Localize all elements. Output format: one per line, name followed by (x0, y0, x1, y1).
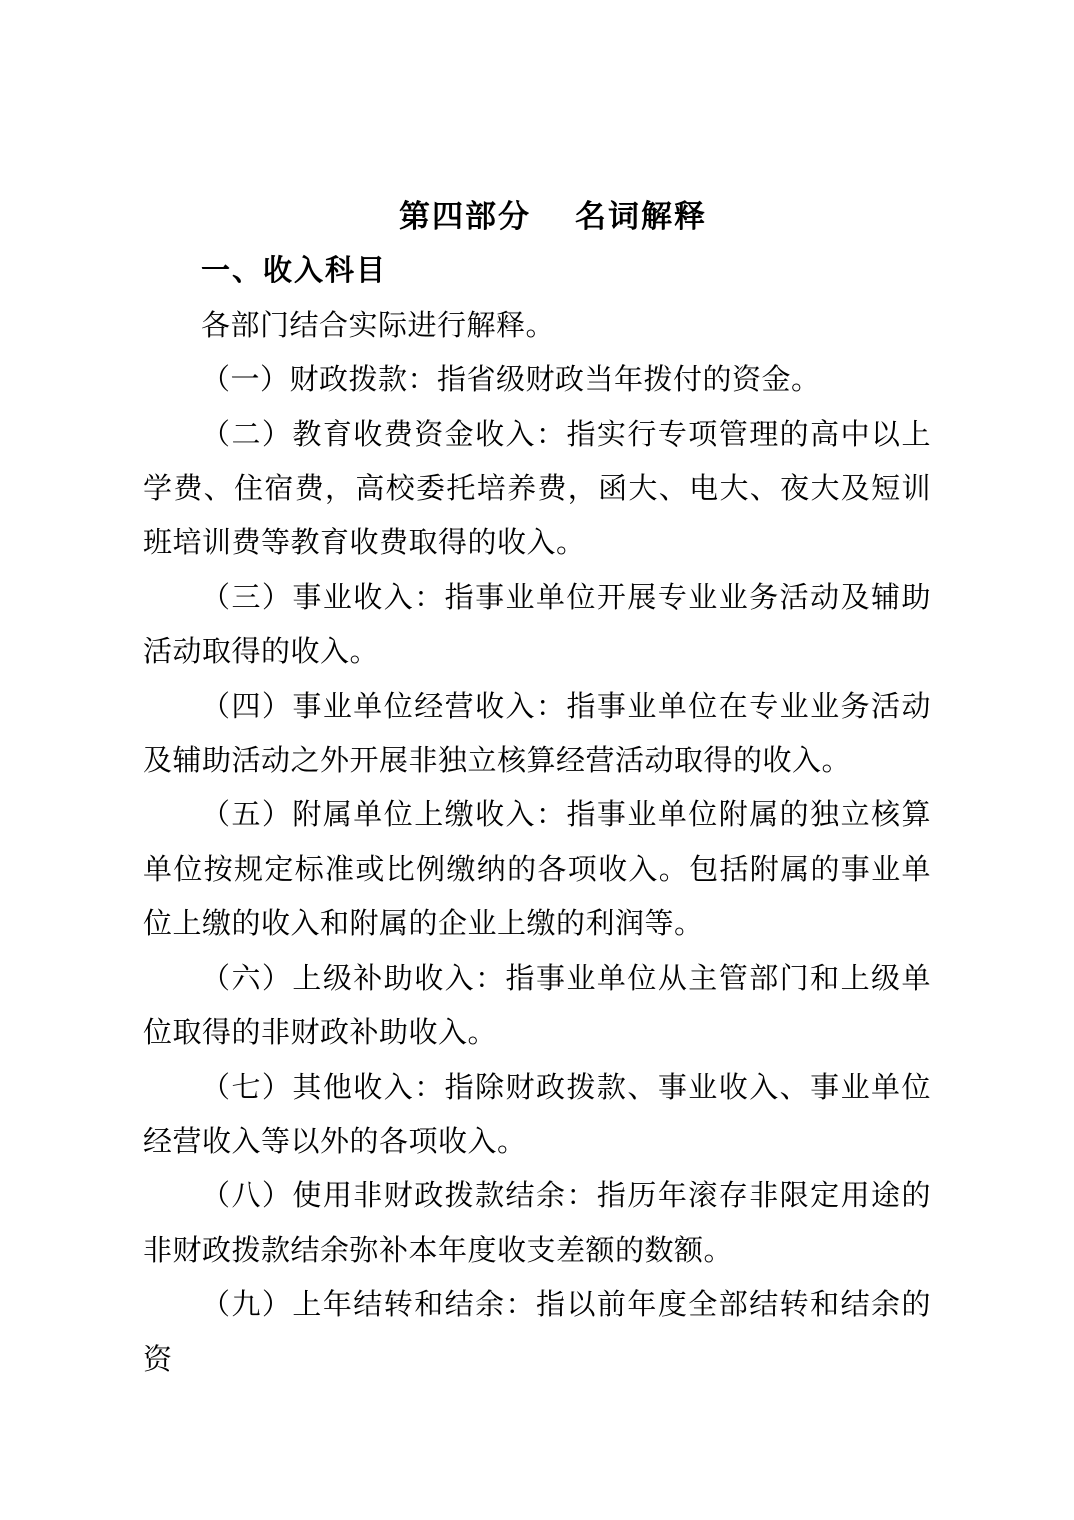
paragraph: （二）教育收费资金收入：指实行专项管理的高中以上学费、住宿费，高校委托培养费，函大、电大、夜大及短训班培训费等教育收费取得的收入。 (143, 418, 931, 560)
document-content (143, 190, 931, 1387)
paragraph: （七）其他收入：指除财政拨款、事业收入、事业单位经营收入等以外的各项收入。 (143, 1071, 931, 1158)
section-heading: 一、收入科目 (201, 255, 388, 288)
page-title (175, 190, 931, 244)
paragraph: （三）事业收入：指事业单位开展专业业务活动及辅助活动取得的收入。 (143, 581, 931, 669)
paragraph: 各部门结合实际进行解释。 (201, 309, 556, 342)
paragraph: （六）上级补助收入：指事业单位从主管部门和上级单位取得的非财政补助收入。 (143, 962, 931, 1050)
page-title-part2: 名词解释 (575, 199, 707, 234)
page-title-part1: 第四部分 (399, 199, 531, 234)
paragraph: （五）附属单位上缴收入：指事业单位附属的独立核算单位按规定标准或比例缴纳的各项收入。包括附属的事业单位上缴的收入和附属的企业上缴的利润等。 (143, 799, 931, 941)
paragraph: （八）使用非财政拨款结余：指历年滚存非限定用途的非财政拨款结余弥补本年度收支差额的数额。 (143, 1180, 931, 1267)
paragraph: （九）上年结转和结余：指以前年度全部结转和结余的资 (143, 1289, 931, 1376)
paragraph: （一）财政拨款：指省级财政当年拨付的资金。 (201, 364, 821, 397)
paragraph: （四）事业单位经营收入：指事业单位在专业业务活动及辅助活动之外开展非独立核算经营活动取得的收入。 (143, 690, 931, 778)
